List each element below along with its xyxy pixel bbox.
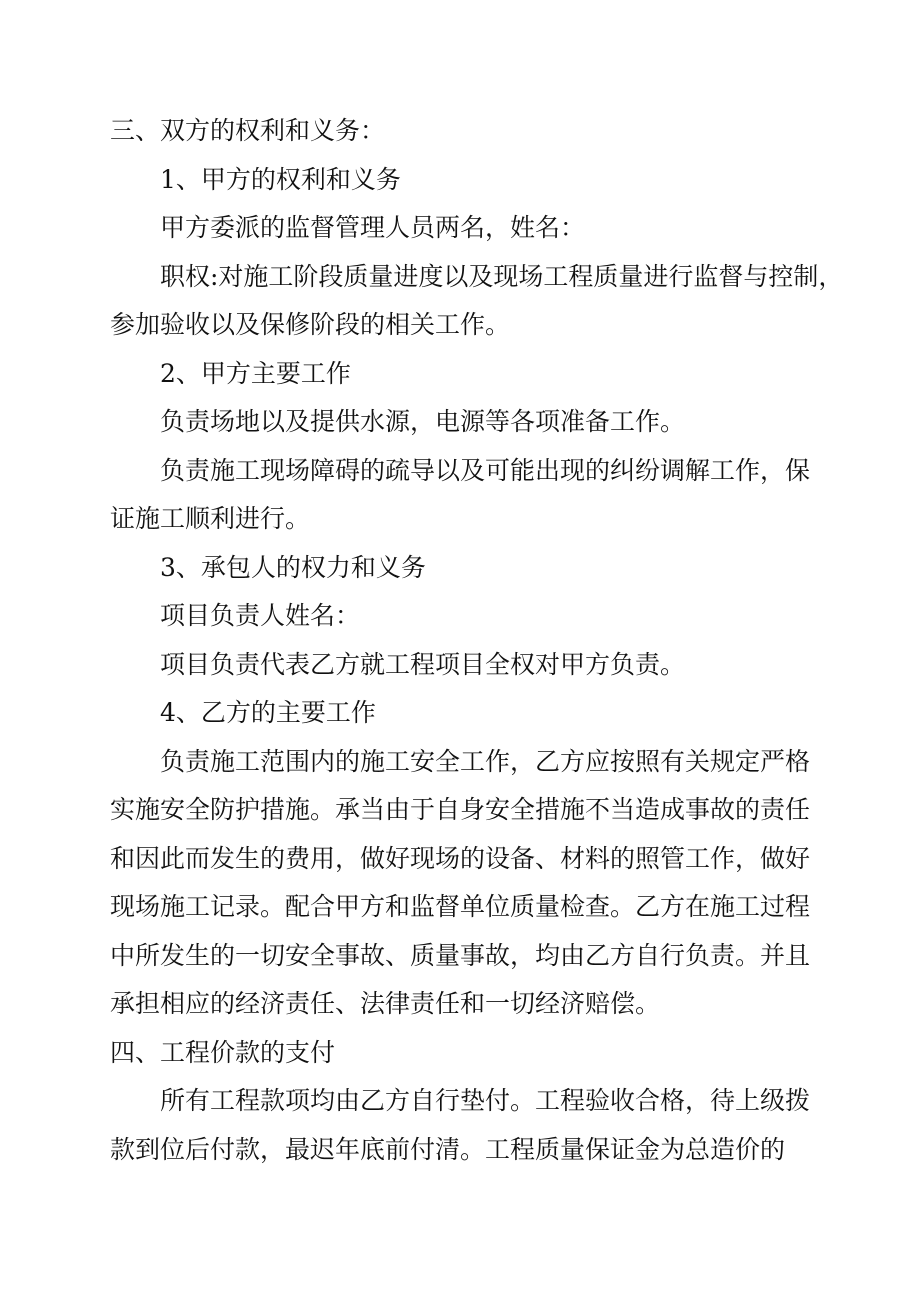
subheading-party-b-work: 4、乙方的主要工作 (160, 698, 376, 727)
paragraph-obstacles-line2: 证施工顺利进行。 (110, 504, 311, 533)
paragraph-project-lead: 项目负责人姓名： (160, 601, 361, 630)
subheading-party-a-work: 2、甲方主要工作 (160, 358, 351, 388)
subheading-contractor-rights: 3、承包人的权力和义务 (160, 552, 426, 582)
paragraph-safety-line3: 和因此而发生的费用，做好现场的设备、材料的照管工作，做好 (110, 843, 811, 873)
paragraph-site-prep: 负责场地以及提供水源，电源等各项准备工作。 (160, 407, 686, 436)
subheading-party-a-rights: 1、甲方的权利和义务 (160, 164, 401, 194)
paragraph-obstacles-line1: 负责施工现场障碍的疏导以及可能出现的纠纷调解工作，保 (160, 455, 811, 485)
paragraph-safety-line4: 现场施工记录。配合甲方和监督单位质量检查。乙方在施工过程 (110, 892, 811, 921)
paragraph-authority-line2: 参加验收以及保修阶段的相关工作。 (110, 310, 511, 339)
section-heading-payment: 四、工程价款的支付 (110, 1037, 336, 1067)
paragraph-supervisors: 甲方委派的监督管理人员两名，姓名： (160, 213, 586, 242)
paragraph-safety-line5: 中所发生的一切安全事故、质量事故，均由乙方自行负责。并且 (110, 940, 811, 970)
section-heading-rights: 三、双方的权利和义务： (110, 116, 386, 145)
document-body (110, 107, 844, 1174)
paragraph-project-representative: 项目负责代表乙方就工程项目全权对甲方负责。 (160, 649, 686, 679)
paragraph-safety-line1: 负责施工范围内的施工安全工作，乙方应按照有关规定严格 (160, 746, 811, 776)
paragraph-payment-line1: 所有工程款项均由乙方自行垫付。工程验收合格，待上级拨 (160, 1086, 811, 1115)
paragraph-payment-line2: 款到位后付款，最迟年底前付清。工程质量保证金为总造价的 (110, 1134, 786, 1164)
paragraph-authority-line1: 职权:对施工阶段质量进度以及现场工程质量进行监督与控制， (160, 261, 844, 291)
paragraph-safety-line2: 实施安全防护措施。承当由于自身安全措施不当造成事故的责任 (110, 795, 811, 824)
paragraph-safety-line6: 承担相应的经济责任、法律责任和一切经济赔偿。 (110, 989, 661, 1018)
